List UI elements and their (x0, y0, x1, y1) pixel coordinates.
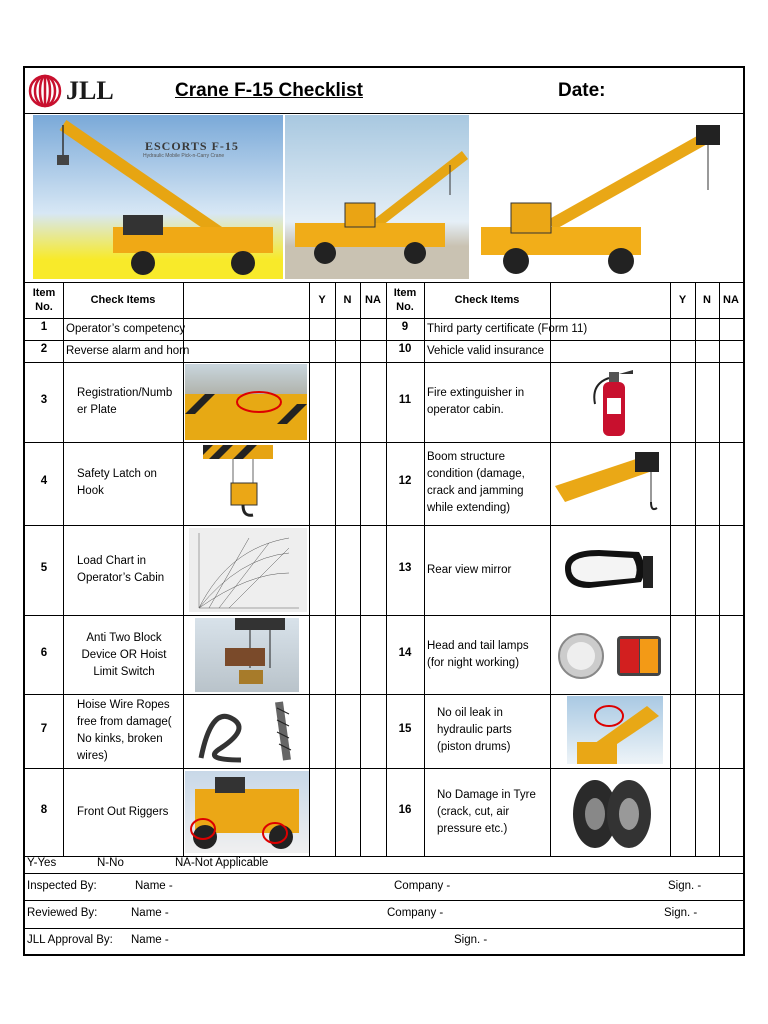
header-y-right: Y (678, 294, 687, 306)
reviewed-by-label: Reviewed By: (27, 907, 98, 919)
header-check-items-right: Check Items (454, 294, 520, 306)
check-item-label: Hoise Wire Ropes free from damage( No kinks, broken wires) (77, 699, 172, 762)
header-item-no-left: Item No. (32, 287, 56, 313)
inspected-company-field[interactable]: Company - (394, 880, 451, 892)
item-number: 2 (40, 343, 48, 355)
item-number: 5 (40, 562, 48, 574)
check-item-label: No Damage in Tyre (crack, cut, air pressure etc.) (437, 789, 536, 835)
approval-name-field[interactable]: Name - (131, 934, 169, 946)
inspected-name-field[interactable]: Name - (135, 880, 173, 892)
check-item-label: Operator’s competency (66, 323, 186, 335)
header-n-right: N (703, 294, 711, 306)
date-label: Date: (558, 80, 606, 101)
check-item-label: Anti Two Block Device OR Hoist Limit Switch (81, 632, 167, 678)
item-number: 13 (398, 562, 412, 574)
jll-logo-icon (28, 74, 62, 108)
check-item-label: Fire extinguisher in operator cabin. (427, 387, 525, 416)
item-number: 10 (398, 343, 412, 355)
header-n-left: N (343, 294, 352, 306)
logo-text: JLL (66, 76, 114, 105)
legend-na: NA-Not Applicable (175, 857, 269, 869)
approval-sign-field[interactable]: Sign. - (454, 934, 488, 946)
check-item-label: Safety Latch on Hook (77, 468, 157, 497)
check-item-label: Head and tail lamps (for night working) (427, 640, 529, 669)
check-item-label: Registration/Number Plate (77, 387, 173, 416)
header-check-items-left: Check Items (90, 294, 156, 306)
number-plate-photo (185, 364, 307, 440)
checklist-sheet (23, 66, 745, 956)
crane-illustration-1 (33, 115, 283, 279)
legend-yes: Y-Yes (27, 857, 57, 869)
check-item-label: Boom structure condition (damage, crack and jamming while extending) (427, 451, 525, 514)
page-title: Crane F-15 Checklist (175, 80, 363, 101)
item-number: 15 (398, 723, 412, 735)
item-number: 9 (401, 321, 409, 333)
header-item-no-right: Item No. (393, 287, 417, 313)
hydraulic-leak-photo (567, 696, 663, 764)
item-number: 14 (398, 647, 412, 659)
inspected-sign-field[interactable]: Sign. - (668, 880, 702, 892)
reviewed-company-field[interactable]: Company - (387, 907, 444, 919)
header-na-left: NA (365, 294, 381, 306)
crane-illustration-2 (285, 115, 469, 279)
rear-view-mirror-icon (559, 538, 661, 602)
item-number: 11 (398, 394, 412, 406)
fire-extinguisher-icon (581, 364, 645, 440)
item-number: 1 (40, 321, 48, 333)
jll-logo (28, 74, 128, 108)
boom-structure-photo (555, 446, 665, 520)
header-y-left: Y (318, 294, 326, 306)
tyre-photo (567, 776, 657, 852)
item-number: 4 (40, 475, 48, 487)
item-number: 12 (398, 475, 412, 487)
item-number: 8 (40, 804, 48, 816)
wire-rope-photo (191, 698, 305, 764)
head-tail-lamps-icon (557, 624, 665, 688)
reviewed-name-field[interactable]: Name - (131, 907, 169, 919)
banner-text: ESCORTS F-15 (145, 139, 239, 153)
hook-latch-photo (203, 445, 293, 521)
item-number: 7 (40, 723, 48, 735)
banner-subtext: Hydraulic Mobile Pick-n-Carry Crane (143, 153, 225, 159)
crane-illustration-3 (471, 115, 741, 279)
anti-two-block-photo (195, 618, 299, 692)
load-chart-photo (189, 528, 307, 612)
check-item-label: Load Chart in Operator’s Cabin (77, 555, 165, 584)
reviewed-sign-field[interactable]: Sign. - (664, 907, 698, 919)
inspected-by-label: Inspected By: (27, 880, 97, 892)
approval-by-label: JLL Approval By: (27, 934, 113, 946)
check-item-label: Front Out Riggers (77, 806, 169, 818)
item-number: 6 (40, 647, 48, 659)
check-item-label: Reverse alarm and horn (66, 345, 190, 357)
legend-no: N-No (97, 857, 124, 869)
crane-photo-side (285, 115, 469, 279)
outriggers-photo (185, 771, 309, 853)
crane-photo-front (471, 115, 741, 279)
header-na-right: NA (723, 294, 739, 306)
crane-photo-brochure (33, 115, 283, 279)
item-number: 3 (40, 394, 48, 406)
item-number: 16 (398, 804, 412, 816)
check-item-label: Vehicle valid insurance (427, 345, 544, 357)
check-item-label: Rear view mirror (427, 564, 512, 576)
check-item-label: No oil leak in hydraulic parts (piston drums) (437, 707, 512, 753)
check-item-label: Third party certificate (Form 11) (427, 323, 588, 335)
